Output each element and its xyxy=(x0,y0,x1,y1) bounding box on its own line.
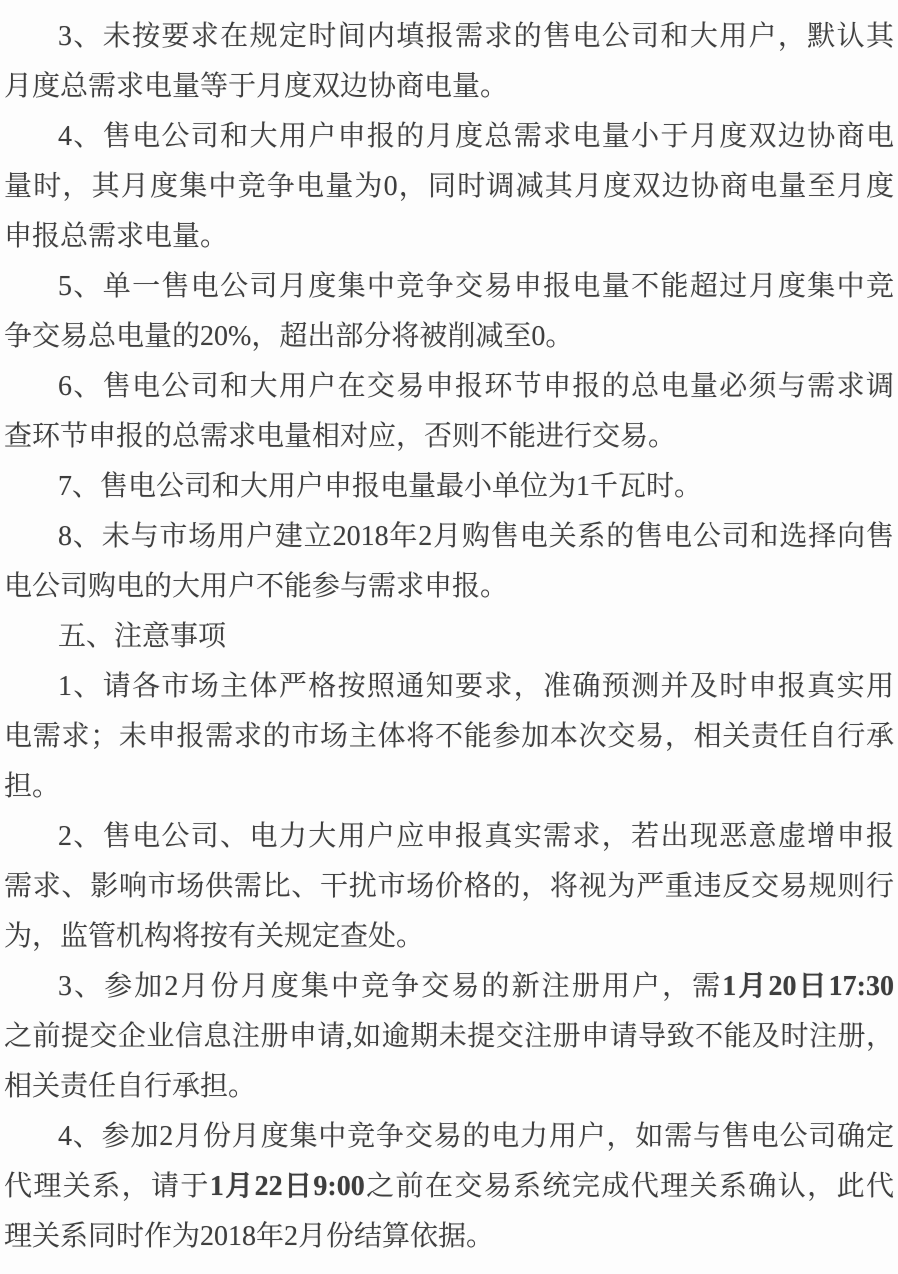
text-run: 8、未与市场用户建立2018年2月购售电关系的售电公司和选择向售 xyxy=(58,521,894,552)
text-run: 2、售电公司、电力大用户应申报真实需求，若出现恶意虚增申报 xyxy=(58,821,894,852)
text-run: 5、单一售电公司月度集中竞争交易申报电量不能超过月度集中竞 xyxy=(58,271,894,302)
text-run: 查环节申报的总需求电量相对应，否则不能进行交易。 xyxy=(4,421,677,452)
text-line xyxy=(4,212,894,262)
text-run: 6、售电公司和大用户在交易申报环节申报的总电量必须与需求调 xyxy=(58,371,894,402)
text-run: 需求、影响市场供需比、干扰市场价格的，将视为严重违反交易规则行 xyxy=(4,871,894,902)
text-run: 之前提交企业信息注册申请,如逾期未提交注册申请导致不能及时注册， xyxy=(4,1021,894,1052)
text-line xyxy=(4,962,894,1012)
text-run: 量时，其月度集中竞争电量为0，同时调减其月度双边协商电量至月度 xyxy=(4,171,894,202)
text-line xyxy=(4,512,894,562)
text-run: 申报总需求电量。 xyxy=(4,221,229,252)
text-run: 电需求；未申报需求的市场主体将不能参加本次交易，相关责任自行承 xyxy=(4,721,894,752)
text-run: 之前在交易系统完成代理关系确认，此代 xyxy=(364,1171,894,1202)
text-line xyxy=(4,462,894,512)
text-run: 7、售电公司和大用户申报电量最小单位为1千瓦时。 xyxy=(58,471,703,502)
text-run: 代理关系，请于 xyxy=(4,1171,210,1202)
text-line xyxy=(4,62,894,112)
text-line xyxy=(4,862,894,912)
text-line xyxy=(4,1212,894,1262)
text-line xyxy=(4,112,894,162)
document-body xyxy=(4,12,894,1262)
text-line xyxy=(4,562,894,612)
text-run: 担。 xyxy=(4,771,61,802)
text-run: 月度总需求电量等于月度双边协商电量。 xyxy=(4,71,509,102)
bold-deadline-text: 1月20日17:30 xyxy=(722,971,894,1002)
text-line xyxy=(4,362,894,412)
text-line xyxy=(4,662,894,712)
bold-deadline-text: 1月22日9:00 xyxy=(209,1171,365,1202)
text-line xyxy=(4,1112,894,1162)
text-line xyxy=(4,1062,894,1112)
text-line xyxy=(4,262,894,312)
text-line xyxy=(4,1162,894,1212)
text-line xyxy=(4,1012,894,1062)
text-line xyxy=(4,812,894,862)
text-run: 4、参加2月份月度集中竞争交易的电力用户，如需与售电公司确定 xyxy=(58,1121,894,1152)
text-run: 五、注意事项 xyxy=(58,621,227,652)
text-line xyxy=(4,712,894,762)
text-line xyxy=(4,912,894,962)
text-run: 为，监管机构将按有关规定查处。 xyxy=(4,921,425,952)
text-run: 理关系同时作为2018年2月份结算依据。 xyxy=(4,1221,495,1252)
text-line xyxy=(4,12,894,62)
text-run: 电公司购电的大用户不能参与需求申报。 xyxy=(4,571,509,602)
text-line xyxy=(4,162,894,212)
text-line xyxy=(4,612,894,662)
text-run: 4、售电公司和大用户申报的月度总需求电量小于月度双边协商电 xyxy=(58,121,894,152)
text-run: 3、参加2月份月度集中竞争交易的新注册用户，需 xyxy=(58,971,723,1002)
text-line xyxy=(4,412,894,462)
text-line xyxy=(4,762,894,812)
text-run: 3、未按要求在规定时间内填报需求的售电公司和大用户，默认其 xyxy=(58,21,894,52)
text-run: 1、请各市场主体严格按照通知要求，准确预测并及时申报真实用 xyxy=(58,671,894,702)
text-run: 相关责任自行承担。 xyxy=(4,1071,257,1102)
text-run: 争交易总电量的20%，超出部分将被削减至0。 xyxy=(4,321,574,352)
text-line xyxy=(4,312,894,362)
